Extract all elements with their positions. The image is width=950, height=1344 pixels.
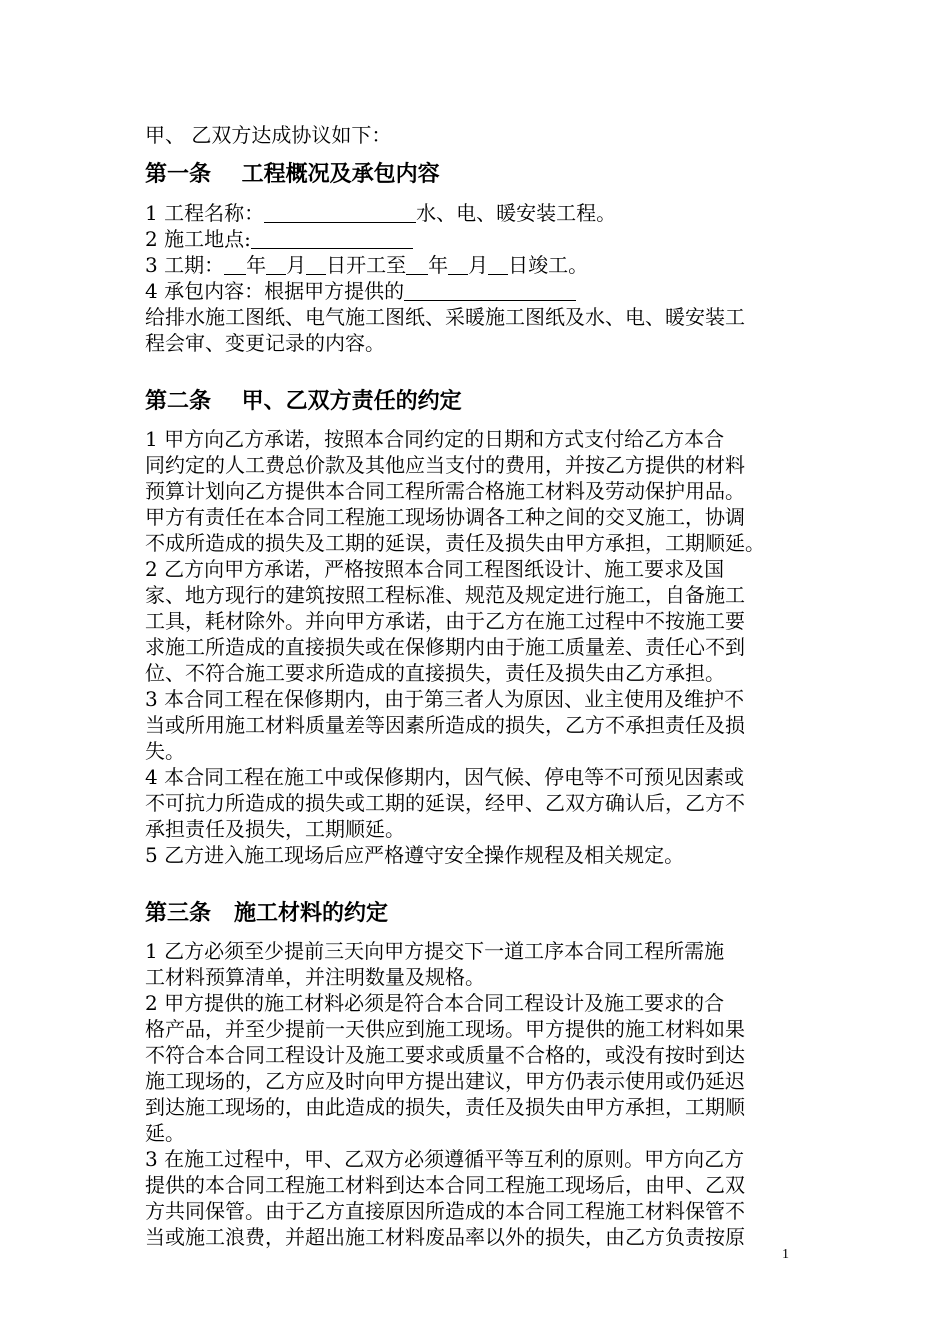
article-2-line: 承担责任及损失，工期顺延。 — [145, 817, 405, 841]
article-2-line: 4 本合同工程在施工中或保修期内，因气候、停电等不可预见因素或 — [145, 765, 745, 789]
site-blank — [251, 228, 413, 249]
article-2-heading: 第二条 甲、乙双方责任的约定 — [145, 388, 462, 414]
document-page — [145, 122, 815, 1250]
article-2-line: 不可抗力所造成的损失或工期的延误，经甲、乙双方确认后，乙方不 — [145, 791, 745, 815]
article-3-line: 到达施工现场的，由此造成的损失，责任及损失由甲方承担，工期顺 — [145, 1095, 745, 1119]
article-2-line: 3 本合同工程在保修期内，由于第三者人为原因、业主使用及维护不 — [145, 687, 745, 711]
article-3-line: 格产品，并至少提前一天供应到施工现场。甲方提供的施工材料如果 — [145, 1017, 745, 1041]
article-1-heading: 第一条 工程概况及承包内容 — [145, 161, 440, 187]
project-name-suffix: 水、电、暖安装工程。 — [416, 201, 617, 225]
article-3-line: 不符合本合同工程设计及施工要求或质量不合格的，或没有按时到达 — [145, 1043, 745, 1067]
scope-line — [145, 278, 815, 304]
article-3-line: 施工现场的，乙方应及时向甲方提出建议，甲方仍表示使用或仍延迟 — [145, 1069, 745, 1093]
article-2-line: 预算计划向乙方提供本合同工程所需合格施工材料及劳动保护用品。 — [145, 479, 745, 503]
site-line — [145, 226, 815, 252]
intro-line: 甲、 乙双方达成协议如下： — [145, 123, 392, 147]
article-3-heading: 第三条 施工材料的约定 — [145, 900, 388, 926]
article-3-line: 当或施工浪费，并超出施工材料废品率以外的损失，由乙方负责按原 — [145, 1225, 745, 1249]
article-2-line: 不成所造成的损失及工期的延误，责任及损失由甲方承担，工期顺延。 — [145, 531, 765, 555]
article-3-line: 工材料预算清单，并注明数量及规格。 — [145, 965, 485, 989]
project-name-blank — [264, 202, 416, 223]
page-number: 1 — [782, 1247, 789, 1262]
article-2-line: 甲方有责任在本合同工程施工现场协调各工种之间的交叉施工，协调 — [145, 505, 745, 529]
start-year-blank — [224, 254, 246, 275]
article-3-body — [145, 938, 815, 1250]
schedule-line — [145, 252, 815, 278]
month-text: 月 — [286, 253, 307, 277]
article-2-line: 同约定的人工费总价款及其他应当支付的费用，并按乙方提供的材料 — [145, 453, 745, 477]
scope-detail-line-2: 程会审、变更记录的内容。 — [145, 331, 385, 355]
article-3-line: 2 甲方提供的施工材料必须是符合本合同工程设计及施工要求的合 — [145, 991, 725, 1015]
article-3-line: 延。 — [145, 1121, 185, 1145]
article-3-line: 3 在施工过程中，甲、乙双方必须遵循平等互利的原则。甲方向乙方 — [145, 1147, 745, 1171]
article-2-line: 工具，耗材除外。并向甲方承诺，由于乙方在施工过程中不按施工要 — [145, 609, 745, 633]
article-2-line: 位、不符合施工要求所造成的直接损失，责任及损失由乙方承担。 — [145, 661, 725, 685]
end-text: 日竣工。 — [508, 253, 589, 277]
article-2-line: 当或所用施工材料质量差等因素所造成的损失，乙方不承担责任及损 — [145, 713, 745, 737]
year-text: 年 — [428, 253, 449, 277]
article-2-line: 求施工所造成的直接损失或在保修期内由于施工质量差、责任心不到 — [145, 635, 745, 659]
article-2-body — [145, 426, 815, 868]
start-text: 日开工至 — [326, 253, 407, 277]
article-3-line: 方共同保管。由于乙方直接原因所造成的本合同工程施工材料保管不 — [145, 1199, 745, 1223]
article-2-line: 失。 — [145, 739, 185, 763]
month-text: 月 — [468, 253, 489, 277]
scope-label: 4 承包内容：根据甲方提供的 — [145, 279, 405, 303]
start-day-blank — [306, 254, 326, 275]
article-2-line: 5 乙方进入施工现场后应严格遵守安全操作规程及相关规定。 — [145, 843, 685, 867]
scope-detail-line-1: 给排水施工图纸、电气施工图纸、采暖施工图纸及水、电、暖安装工 — [145, 305, 745, 329]
end-year-blank — [406, 254, 428, 275]
project-name-line — [145, 200, 815, 226]
schedule-label: 3 工期： — [145, 253, 225, 277]
scope-blank — [404, 280, 576, 301]
start-month-blank — [266, 254, 286, 275]
year-text: 年 — [246, 253, 267, 277]
end-month-blank — [448, 254, 468, 275]
article-2-line: 家、地方现行的建筑按照工程标准、规范及规定进行施工，自备施工 — [145, 583, 745, 607]
site-label: 2 施工地点: — [145, 227, 251, 251]
article-2-line: 2 乙方向甲方承诺，严格按照本合同工程图纸设计、施工要求及国 — [145, 557, 725, 581]
article-2-line: 1 甲方向乙方承诺，按照本合同约定的日期和方式支付给乙方本合 — [145, 427, 725, 451]
end-day-blank — [488, 254, 508, 275]
article-3-line: 1 乙方必须至少提前三天向甲方提交下一道工序本合同工程所需施 — [145, 939, 725, 963]
project-name-label: 1 工程名称： — [145, 201, 265, 225]
article-3-line: 提供的本合同工程施工材料到达本合同工程施工现场后，由甲、乙双 — [145, 1173, 745, 1197]
